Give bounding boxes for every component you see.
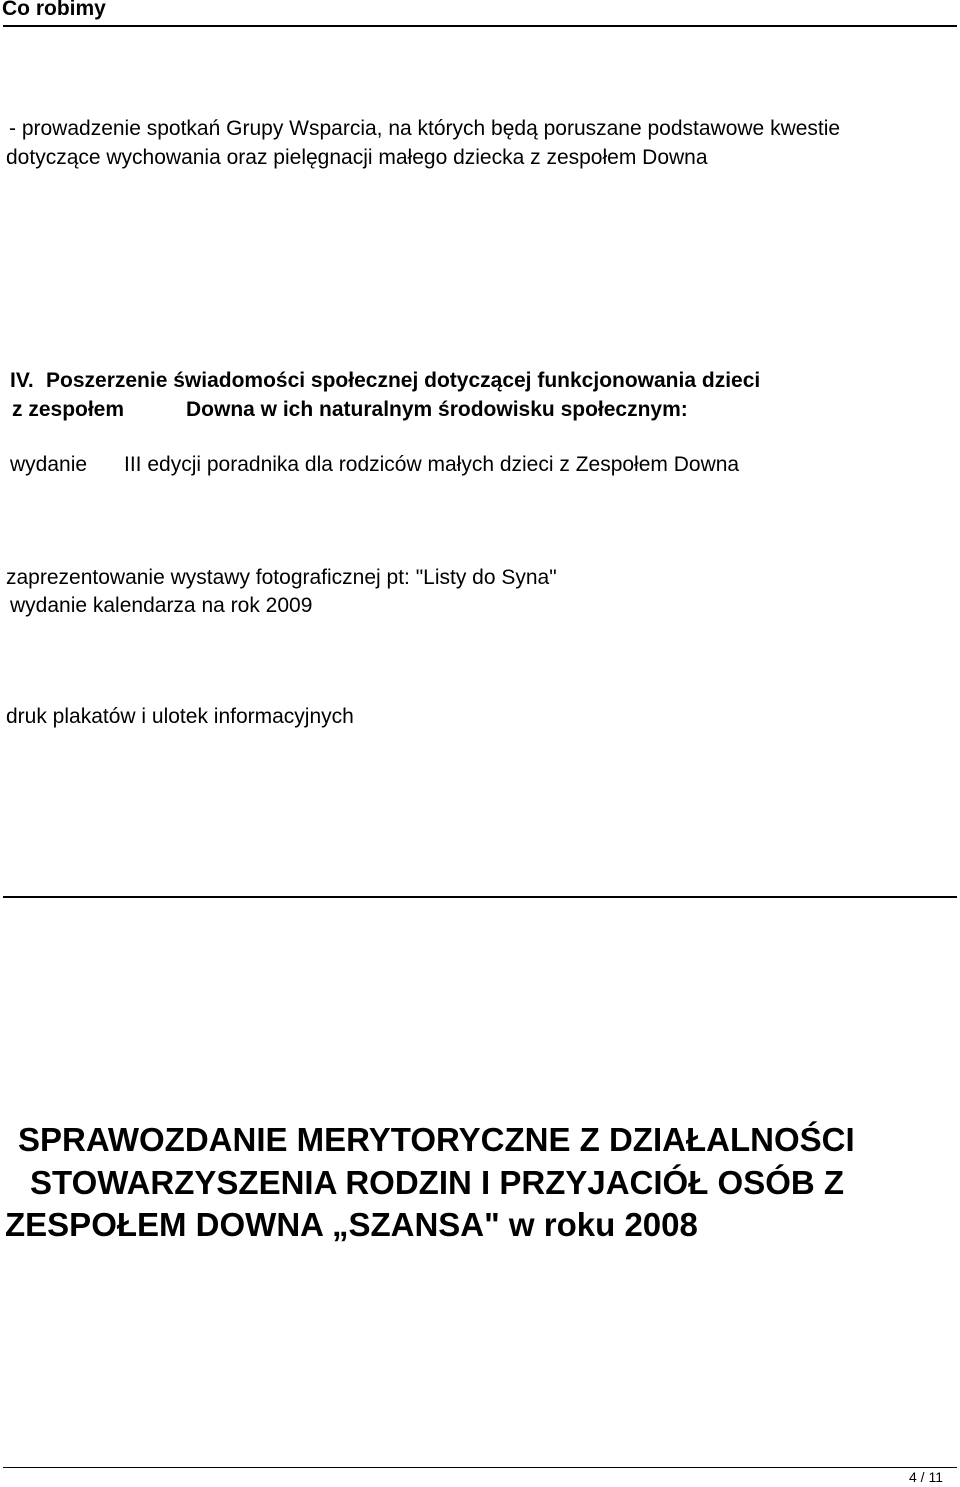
list-item-1-text: III edycji poradnika dla rodziców małych dzieci z Zespołem Downa xyxy=(124,453,740,476)
report-heading-line-2: STOWARZYSZENIA RODZIN I PRZYJACIÓŁ OSÓB Z xyxy=(30,1164,845,1201)
report-heading-line-3: ZESPOŁEM DOWNA „SZANSA" w roku 2008 xyxy=(5,1206,698,1243)
list-item-1-label: wydanie xyxy=(10,453,88,476)
list-item-3: wydanie kalendarza na rok 2009 xyxy=(10,594,313,617)
report-heading-line-1: SPRAWOZDANIE MERYTORYCZNE Z DZIAŁALNOŚCI xyxy=(18,1121,855,1158)
section-heading-line-2a: z zespołem xyxy=(12,398,125,421)
header-divider xyxy=(3,25,957,27)
section-heading-line-1: Poszerzenie świadomości społecznej dotyczącej funkcjonowania dzieci xyxy=(46,369,761,392)
list-item-4: druk plakatów i ulotek informacyjnych xyxy=(6,705,354,728)
page-title: Co robimy xyxy=(2,0,106,20)
intro-line-1: - prowadzenie spotkań Grupy Wsparcia, na których będą poruszane podstawowe kwestie xyxy=(9,117,841,140)
section-numeral: IV. xyxy=(10,369,34,392)
footer-divider xyxy=(3,1467,957,1468)
section-divider xyxy=(3,896,957,898)
section-heading-line-2b: Downa w ich naturalnym środowisku społecznym: xyxy=(186,398,688,421)
list-item-2: zaprezentowanie wystawy fotograficznej pt: "Listy do Syna" xyxy=(6,566,557,589)
intro-line-2: dotyczące wychowania oraz pielęgnacji małego dziecka z zespołem Downa xyxy=(6,146,708,169)
page-indicator: 4 / 11 xyxy=(909,1469,943,1485)
